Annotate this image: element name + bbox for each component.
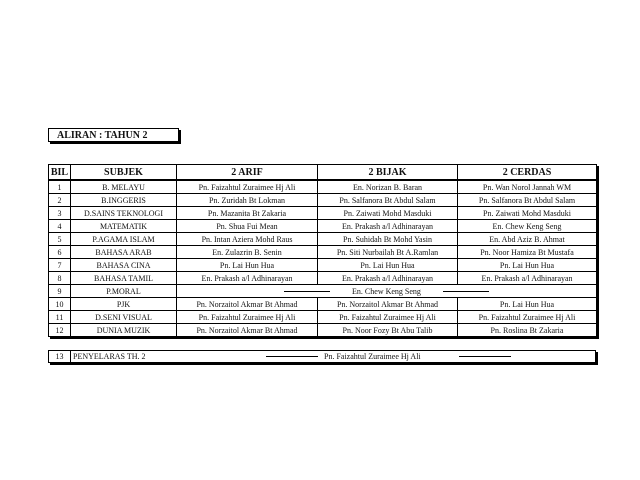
row-teacher-bijak: Pn. Noor Fozy Bt Abu Talib xyxy=(318,324,458,337)
row-teacher-arif: Pn. Norzaitol Akmar Bt Ahmad xyxy=(177,324,318,337)
table-row xyxy=(49,259,597,272)
row-subject: PJK xyxy=(71,298,177,311)
row-subject: BAHASA ARAB xyxy=(71,246,177,259)
row-teacher-arif: En. Prakash a/l Adhinarayan xyxy=(177,272,318,285)
row-subject: B. MELAYU xyxy=(71,180,177,194)
header-subjek: SUBJEK xyxy=(71,165,177,181)
row-moral-teacher-span xyxy=(177,285,597,298)
row-teacher-cerdas: Pn. Salfanora Bt Abdul Salam xyxy=(458,194,597,207)
row-bil: 5 xyxy=(49,233,71,246)
row-teacher-bijak: En. Prakash a/l Adhinarayan xyxy=(318,220,458,233)
row-teacher-cerdas: Pn. Roslina Bt Zakaria xyxy=(458,324,597,337)
row-subject: BAHASA TAMIL xyxy=(71,272,177,285)
row-teacher-cerdas: Pn. Faizahtul Zuraimee Hj Ali xyxy=(458,311,597,324)
row-teacher-arif: Pn. Faizahtul Zuraimee Hj Ali xyxy=(177,180,318,194)
row-bil: 9 xyxy=(49,285,71,298)
row-teacher-cerdas: En. Abd Aziz B. Ahmat xyxy=(458,233,597,246)
table-row xyxy=(49,272,597,285)
table-row xyxy=(49,246,597,259)
row-subject: BAHASA CINA xyxy=(71,259,177,272)
row-bil: 4 xyxy=(49,220,71,233)
table-row-moral xyxy=(49,285,597,298)
row-teacher-arif: Pn. Norzaitol Akmar Bt Ahmad xyxy=(177,298,318,311)
row-teacher-bijak: Pn. Zaiwati Mohd Masduki xyxy=(318,207,458,220)
header-2-cerdas: 2 CERDAS xyxy=(458,165,597,181)
table-header-row xyxy=(49,165,597,181)
dash-line xyxy=(459,356,511,357)
row-teacher-arif: Pn. Shua Fui Mean xyxy=(177,220,318,233)
dash-line xyxy=(266,356,318,357)
row-bil: 1 xyxy=(49,180,71,194)
row-teacher-arif: Pn. Lai Hun Hua xyxy=(177,259,318,272)
row-teacher-arif: Pn. Intan Aziera Mohd Raus xyxy=(177,233,318,246)
row-teacher-bijak: Pn. Siti Nurbailah Bt A.Ramlan xyxy=(318,246,458,259)
dash-line xyxy=(284,291,330,292)
row-subject: D.SENI VISUAL xyxy=(71,311,177,324)
table-row xyxy=(49,324,597,337)
row-teacher-cerdas: En. Prakash a/l Adhinarayan xyxy=(458,272,597,285)
row-bil: 3 xyxy=(49,207,71,220)
row-teacher-bijak: Pn. Norzaitol Akmar Bt Ahmad xyxy=(318,298,458,311)
row-subject: B.INGGERIS xyxy=(71,194,177,207)
row-teacher-cerdas: Pn. Wan Norol Jannah WM xyxy=(458,180,597,194)
coordinator-name: Pn. Faizahtul Zuraimee Hj Ali xyxy=(324,352,421,361)
row-teacher-bijak: En. Norizan B. Baran xyxy=(318,180,458,194)
row-teacher-arif: Pn. Zuridah Bt Lokman xyxy=(177,194,318,207)
row-subject: MATEMATIK xyxy=(71,220,177,233)
row-subject: D.SAINS TEKNOLOGI xyxy=(71,207,177,220)
row-moral-teacher: En. Chew Keng Seng xyxy=(352,286,421,296)
row-bil: 2 xyxy=(49,194,71,207)
row-teacher-bijak: Pn. Salfanora Bt Abdul Salam xyxy=(318,194,458,207)
teacher-schedule-table xyxy=(48,164,597,337)
row-bil: 11 xyxy=(49,311,71,324)
header-2-bijak: 2 BIJAK xyxy=(318,165,458,181)
coordinator-bil: 13 xyxy=(49,351,71,362)
header-bil: BIL xyxy=(49,165,71,181)
table-row xyxy=(49,220,597,233)
row-teacher-cerdas: En. Chew Keng Seng xyxy=(458,220,597,233)
row-subject: P.AGAMA ISLAM xyxy=(71,233,177,246)
coordinator-label: PENYELARAS TH. 2 xyxy=(73,352,146,361)
row-teacher-arif: Pn. Faizahtul Zuraimee Hj Ali xyxy=(177,311,318,324)
coordinator-row xyxy=(48,350,596,363)
table-row xyxy=(49,233,597,246)
row-bil: 8 xyxy=(49,272,71,285)
row-bil: 12 xyxy=(49,324,71,337)
row-bil: 10 xyxy=(49,298,71,311)
row-bil: 6 xyxy=(49,246,71,259)
row-teacher-bijak: En. Prakash a/l Adhinarayan xyxy=(318,272,458,285)
row-teacher-bijak: Pn. Lai Hun Hua xyxy=(318,259,458,272)
table-row xyxy=(49,298,597,311)
row-teacher-bijak: Pn. Suhidah Bt Mohd Yasin xyxy=(318,233,458,246)
row-teacher-arif: En. Zulazrin B. Senin xyxy=(177,246,318,259)
header-2-arif: 2 ARIF xyxy=(177,165,318,181)
row-subject: DUNIA MUZIK xyxy=(71,324,177,337)
row-teacher-arif: Pn. Mazanita Bt Zakaria xyxy=(177,207,318,220)
table-row xyxy=(49,180,597,194)
table-row xyxy=(49,194,597,207)
row-subject: P.MORAL xyxy=(71,285,177,298)
stream-heading: ALIRAN : TAHUN 2 xyxy=(48,128,179,142)
row-bil: 7 xyxy=(49,259,71,272)
row-teacher-bijak: Pn. Faizahtul Zuraimee Hj Ali xyxy=(318,311,458,324)
row-teacher-cerdas: Pn. Zaiwati Mohd Masduki xyxy=(458,207,597,220)
row-teacher-cerdas: Pn. Lai Hun Hua xyxy=(458,259,597,272)
table-row xyxy=(49,207,597,220)
dash-line xyxy=(443,291,489,292)
row-teacher-cerdas: Pn. Noor Hamiza Bt Mustafa xyxy=(458,246,597,259)
row-teacher-cerdas: Pn. Lai Hun Hua xyxy=(458,298,597,311)
table-row xyxy=(49,311,597,324)
